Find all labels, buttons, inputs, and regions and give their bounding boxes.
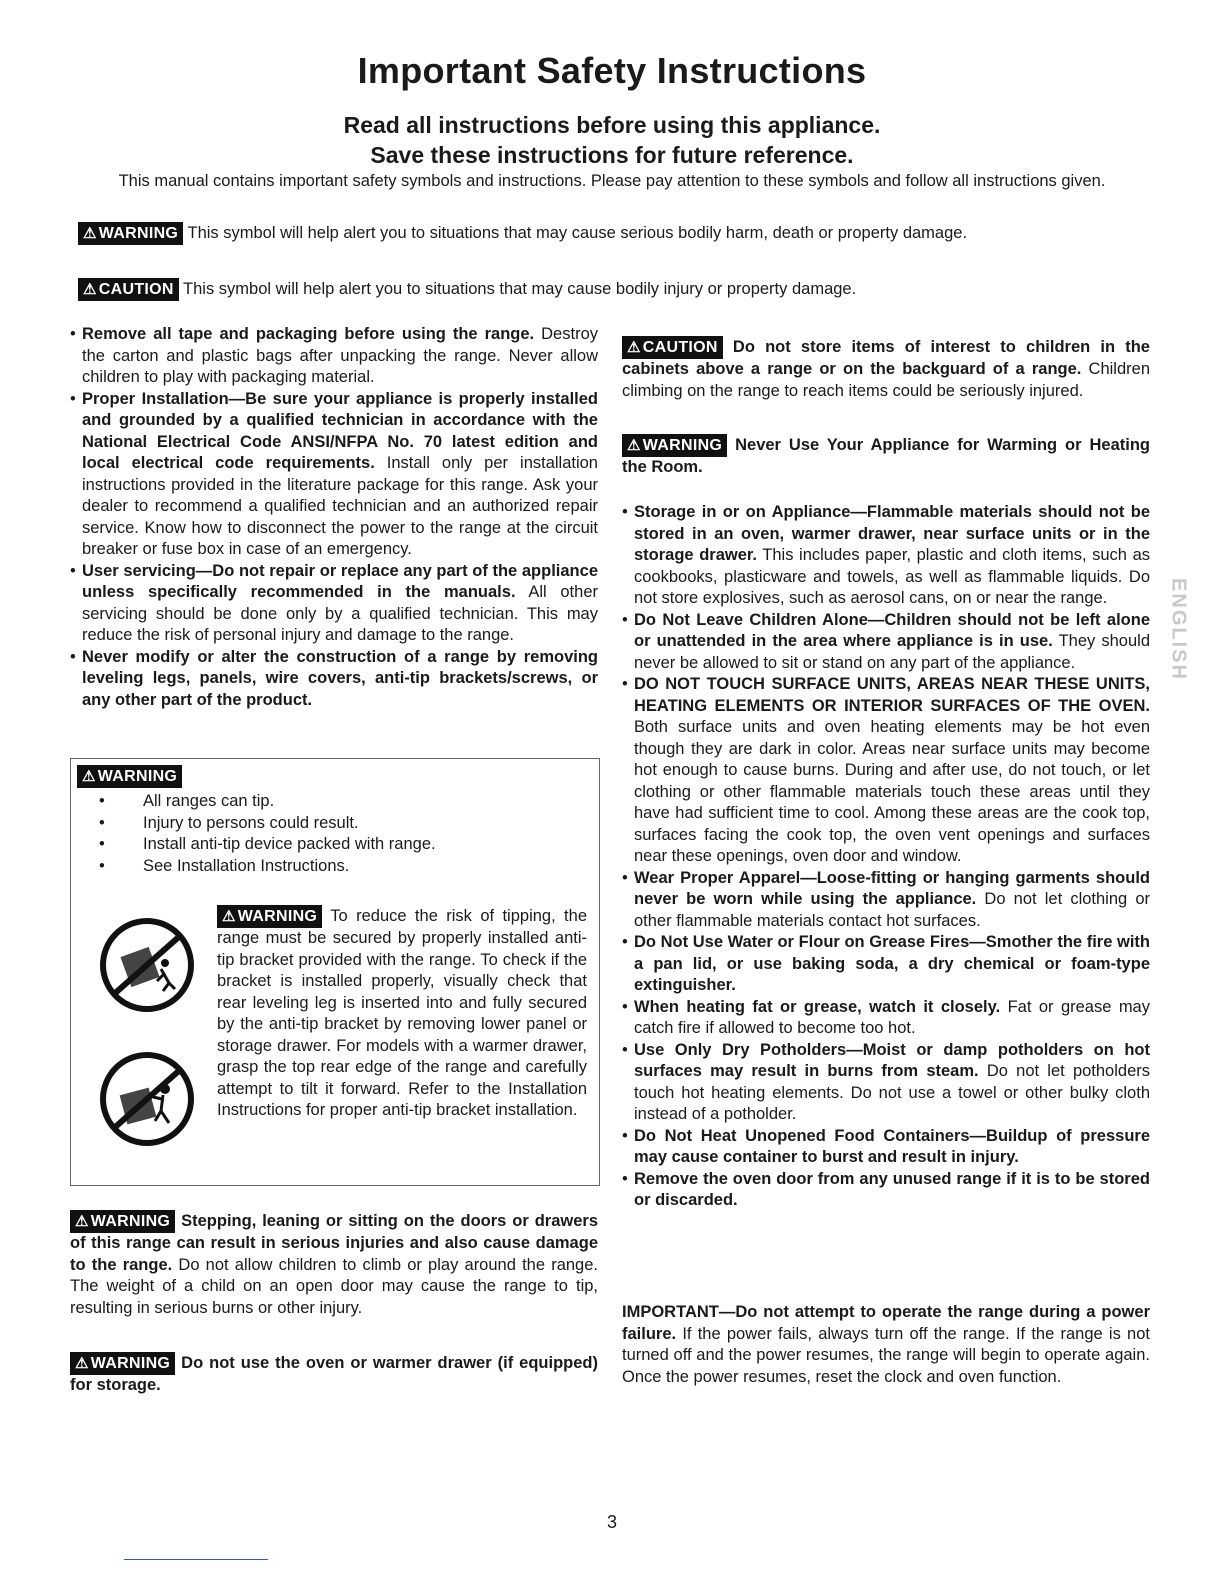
- list-item: • Install anti-tip device packed with range.: [85, 834, 436, 856]
- caution-legend-text: This symbol will help alert you to situations that may cause bodily injury or property damage.: [183, 280, 857, 298]
- list-item: • Do Not Use Water or Flour on Grease Fires—Smother the fire with a pan lid, or use baking soda, a dry chemical or foam-type extinguisher.: [622, 932, 1150, 997]
- caution-badge: ⚠ CAUTION: [78, 278, 179, 301]
- subtitle-save: Save these instructions for future reference.: [370, 142, 854, 168]
- list-item: • DO NOT TOUCH SURFACE UNITS, AREAS NEAR THESE UNITS, HEATING ELEMENTS OR INTERIOR SURFACES OF THE OVEN. Both surface units and oven heating elements may be hot even though they are dark in color. Areas near surface units may become hot enough to cause burns. During and after use, do not touch, or let clothing or other flammable materials touch these areas until they have had sufficient time to cool. Among these areas are the cook top, surfaces facing the cook top, the oven vent openings and surfaces near these openings, oven door and window.: [622, 674, 1150, 868]
- intro-text: This manual contains important safety symbols and instructions. Please pay attention to these symbols and follow all instructions given.: [118, 172, 1106, 190]
- list-item: • Wear Proper Apparel—Loose-fitting or hanging garments should never be worn while using the appliance. Do not let clothing or other flammable materials contact hot surfaces.: [622, 868, 1150, 933]
- list-item: • All ranges can tip.: [85, 791, 436, 813]
- caution-children: ⚠ CAUTION Do not store items of interest to children in the cabinets above a range or on the backguard of a range. Children climbing on the range to reach items could be seriously injured.: [622, 338, 1150, 400]
- alert-triangle-icon: ⚠: [82, 768, 96, 785]
- list-item: • Storage in or on Appliance—Flammable materials should not be stored in an oven, warmer drawer, near surface units or in the storage drawer. This includes paper, plastic and cloth items, such as cookbooks, plasticware and towels, as well as flammable liquids. Do not store explosives, such as aerosol cans, on or near the range.: [622, 502, 1150, 610]
- list-item: • See Installation Instructions.: [85, 856, 436, 878]
- left-column: [70, 324, 598, 711]
- alert-triangle-icon: ⚠: [627, 437, 641, 454]
- warning-badge: ⚠ WARNING: [70, 1352, 175, 1375]
- warning-badge: ⚠ WARNING: [70, 1210, 175, 1233]
- alert-triangle-icon: ⚠: [75, 1355, 89, 1372]
- range-tipping-icon: [99, 917, 195, 1013]
- warning-badge: ⚠ WARNING: [217, 905, 322, 928]
- anti-tip-warning-box: [70, 758, 600, 1186]
- list-item: • Proper Installation—Be sure your appliance is properly installed and grounded by a qualified technician in accordance with the National Electrical Code ANSI/NFPA No. 70 latest edition and local electrical code requirements. Install only per installation instructions provided in the literature package for this range. Ask your dealer to recommend a qualified technician and an authorized repair service. Know how to disconnect the power to the range at the circuit breaker or fuse box in case of an emergency.: [70, 389, 598, 561]
- tip-instructions: ⚠ WARNING To reduce the risk of tipping, the range must be secured by properly installed anti-tip bracket provided with the range. To check if the bracket is installed properly, visually check that rear leveling leg is inserted into and fully secured by the anti-tip bracket by removing lower panel or storage drawer. For models with a warmer drawer, grasp the top rear edge of the range and carefully attempt to tilt it forward. Refer to the Installation Instructions for proper anti-tip bracket installation.: [217, 907, 587, 1119]
- warning-legend-text: This symbol will help alert you to situations that may cause serious bodily harm, death or property damage.: [187, 224, 968, 242]
- list-item: • When heating fat or grease, watch it closely. Fat or grease may catch fire if allowed to become too hot.: [622, 997, 1150, 1040]
- page-title: Important Safety Instructions: [357, 50, 867, 91]
- warning-legend: [78, 222, 1148, 245]
- warning-badge: ⚠ WARNING: [622, 434, 727, 457]
- list-item: • Injury to persons could result.: [85, 813, 436, 835]
- alert-triangle-icon: ⚠: [83, 225, 97, 242]
- caution-legend: [78, 278, 1148, 301]
- language-side-tab: ENGLISH: [1167, 578, 1190, 681]
- footer-rule: [124, 1559, 268, 1560]
- subtitle-read: Read all instructions before using this appliance.: [343, 112, 881, 138]
- alert-triangle-icon: ⚠: [83, 281, 97, 298]
- list-item: • Do Not Leave Children Alone—Children should not be left alone or unattended in the area where appliance is in use. They should never be allowed to sit or stand on any part of the appliance.: [622, 610, 1150, 675]
- power-failure-note: IMPORTANT—Do not attempt to operate the range during a power failure. If the power fails, always turn off the range. If the range is not turned off and the power resumes, the range will begin to operate again. Once the power resumes, reset the clock and oven function.: [622, 1303, 1150, 1386]
- list-item: • Never modify or alter the construction of a range by removing leveling legs, panels, wire covers, anti-tip brackets/screws, or any other part of the product.: [70, 647, 598, 712]
- tip-warning-list: [85, 791, 436, 877]
- child-on-door-icon: [99, 1051, 195, 1147]
- warning-badge: ⚠ WARNING: [78, 222, 183, 245]
- list-item: • Remove the oven door from any unused range if it is to be stored or discarded.: [622, 1169, 1150, 1212]
- list-item: • Remove all tape and packaging before using the range. Destroy the carton and plastic bags after unpacking the range. Never allow children to play with packaging material.: [70, 324, 598, 389]
- heating-warning: ⚠ WARNING Never Use Your Appliance for Warming or Heating the Room.: [622, 436, 1150, 476]
- list-item: • User servicing—Do not repair or replace any part of the appliance unless specifically recommended in the manuals. All other servicing should be done only by a qualified technician. This may reduce the risk of personal injury and damage to the range.: [70, 561, 598, 647]
- list-item: • Use Only Dry Potholders—Moist or damp potholders on hot surfaces may result in burns from steam. Do not let potholders touch hot heating elements. Do not use a towel or other bulky cloth instead of a potholder.: [622, 1040, 1150, 1126]
- storage-warning: ⚠ WARNING Do not use the oven or warmer drawer (if equipped) for storage.: [70, 1354, 598, 1394]
- page-number: 3: [606, 1512, 617, 1532]
- right-column-list: [622, 502, 1150, 1212]
- alert-triangle-icon: ⚠: [627, 339, 641, 356]
- alert-triangle-icon: ⚠: [75, 1213, 89, 1230]
- alert-triangle-icon: ⚠: [222, 908, 236, 925]
- warning-badge: ⚠ WARNING: [77, 765, 182, 788]
- stepping-warning: ⚠ WARNING Stepping, leaning or sitting on the doors or drawers of this range can result in serious injuries and also cause damage to the range. Do not allow children to climb or play around the range. The weight of a child on an open door may cause the range to tip, resulting in serious burns or other injury.: [70, 1212, 598, 1317]
- list-item: • Do Not Heat Unopened Food Containers—Buildup of pressure may cause container to burst and result in injury.: [622, 1126, 1150, 1169]
- caution-badge: ⚠ CAUTION: [622, 336, 723, 359]
